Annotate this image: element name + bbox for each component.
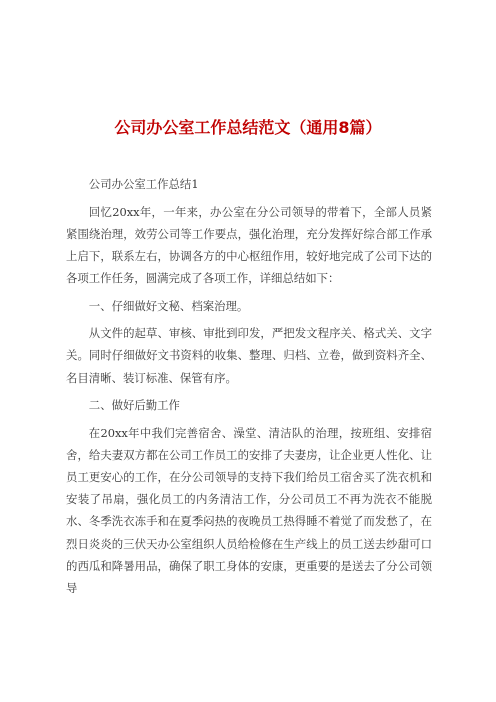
body-paragraph: 回忆20xx年，一年来，办公室在分公司领导的带着下，全部人员紧紧围绕治理，效劳公司等工作要点，强化治理，充分发挥好综合部工作承上启下，联系左右，协调各方的中心枢纽作用，较好地完成了公司下达的各项工作任务，圆满完成了各项工作，详细总结如下： <box>66 204 432 286</box>
document-body <box>66 173 432 604</box>
document-title: 公司办公室工作总结范文（通用8篇） <box>114 117 382 137</box>
body-paragraph: 从文件的起草、审核、审批到印发，严把发文程序关、格式关、文字关。同时仔细做好文书资料的收集、整理、归档、立卷，做到资料齐全、名目清晰、装订标准、保管有序。 <box>66 326 432 385</box>
subsection-heading: 二、做好后勤工作 <box>88 398 180 413</box>
subsection-heading: 一、仔细做好文秘、档案治理。 <box>88 298 249 313</box>
section-heading: 公司办公室工作总结1 <box>88 177 199 191</box>
body-paragraph: 在20xx年中我们完善宿舍、澡堂、清洁队的治理，按班组、安排宿舍，给夫妻双方都在公司工作员工的安排了夫妻房，让企业更人性化、让员工更安心的工作，在分公司领导的支持下我们给员工宿舍买了洗衣机和安装了吊扇，强化员工的内务清洁工作，分公司员工不再为洗衣不能脱水、冬季洗衣冻手和在夏季闷热的夜晚员工热得睡不着觉了而发愁了，在烈日炎炎的三伏天办公室组织人员给检修在生产线上的员工送去纱甜可口的西瓜和降暑用品，确保了职工身体的安康，更重要的是送去了分公司领导 <box>66 425 432 595</box>
